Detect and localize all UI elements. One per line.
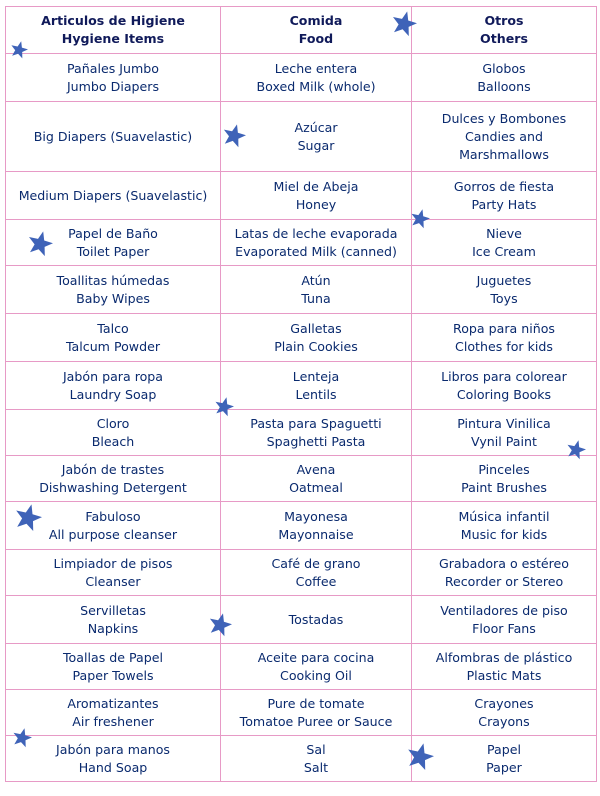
item-text: Plain Cookies: [274, 338, 358, 354]
item-text: Música infantil: [458, 508, 550, 524]
item-text: Plastic Mats: [466, 667, 542, 683]
cell-food: [221, 644, 412, 690]
item-text: Toallas de Papel: [63, 649, 163, 665]
item-text: Tuna: [301, 290, 331, 306]
item-text: Cleanser: [85, 573, 141, 589]
cell-food: [221, 456, 412, 502]
item-text: Recorder or Stereo: [444, 573, 564, 589]
item-text: All purpose cleanser: [48, 526, 178, 542]
table-header: [6, 7, 597, 54]
cell-hygiene: [6, 550, 221, 596]
item-text: Latas de leche evaporada: [234, 225, 398, 241]
cell-food: [221, 550, 412, 596]
item-text: Spaghetti Pasta: [266, 433, 366, 449]
item-text: Toilet Paper: [76, 243, 150, 259]
item-text: Pasta para Spaguetti: [250, 415, 382, 431]
item-text: Boxed Milk (whole): [256, 78, 376, 94]
cell-food: [221, 596, 412, 644]
item-text: Dulces y Bombones: [441, 110, 567, 126]
cell-others: [412, 644, 597, 690]
table-row: [6, 690, 597, 736]
item-text: Ventiladores de piso: [440, 602, 568, 618]
item-text: Nieve: [486, 225, 522, 241]
item-text: Honey: [295, 196, 337, 212]
table-row: [6, 172, 597, 220]
cell-hygiene: [6, 54, 221, 102]
item-text: Paper Towels: [72, 667, 154, 683]
cell-others: [412, 502, 597, 550]
table-row: [6, 266, 597, 314]
item-text: Candies and: [465, 128, 543, 144]
item-text: Vynil Paint: [471, 433, 537, 449]
header-hygiene-es: Articulos de Higiene: [41, 13, 185, 28]
item-text: Cooking Oil: [280, 667, 352, 683]
table-row: [6, 550, 597, 596]
item-text: Jabón para ropa: [62, 368, 164, 384]
cell-food: [221, 690, 412, 736]
item-text: Papel: [487, 741, 521, 757]
table-row: [6, 502, 597, 550]
donation-list-table: [5, 6, 597, 782]
item-text: Baby Wipes: [76, 290, 150, 306]
item-text: Limpiador de pisos: [53, 555, 173, 571]
item-text: Globos: [482, 60, 526, 76]
cell-hygiene: [6, 220, 221, 266]
cell-food: [221, 736, 412, 782]
table-row: [6, 54, 597, 102]
item-text: Toallitas húmedas: [56, 272, 170, 288]
item-text: Cloro: [96, 415, 130, 431]
item-text: Lenteja: [292, 368, 340, 384]
header-others: [412, 7, 597, 54]
item-text: Party Hats: [471, 196, 537, 212]
header-row: [6, 7, 597, 54]
cell-food: [221, 54, 412, 102]
cell-hygiene: [6, 362, 221, 410]
item-text: Pinceles: [478, 461, 530, 477]
cell-food: [221, 266, 412, 314]
item-text: Sal: [306, 741, 326, 757]
item-text: Tomatoe Puree or Sauce: [239, 713, 393, 729]
item-text: Dishwashing Detergent: [39, 479, 187, 495]
item-text: Toys: [490, 290, 518, 306]
cell-food: [221, 410, 412, 456]
item-text: Jumbo Diapers: [66, 78, 160, 94]
cell-hygiene: [6, 596, 221, 644]
cell-others: [412, 172, 597, 220]
cell-others: [412, 690, 597, 736]
cell-hygiene: [6, 314, 221, 362]
item-text: Balloons: [477, 78, 531, 94]
cell-hygiene: [6, 502, 221, 550]
cell-others: [412, 550, 597, 596]
item-text: Grabadora o estéreo: [438, 555, 570, 571]
item-text: Leche entera: [274, 60, 358, 76]
item-text: Papel de Baño: [68, 225, 158, 241]
header-food-en: Food: [298, 31, 334, 46]
table-row: [6, 456, 597, 502]
item-text: Salt: [303, 759, 329, 775]
cell-food: [221, 172, 412, 220]
item-text: Tostadas: [288, 611, 344, 627]
cell-hygiene: [6, 410, 221, 456]
item-text: Lentils: [295, 386, 337, 402]
cell-hygiene: [6, 644, 221, 690]
item-text: Pintura Vinilica: [457, 415, 551, 431]
item-text: Crayons: [478, 713, 530, 729]
cell-hygiene: [6, 690, 221, 736]
item-text: Crayones: [474, 695, 534, 711]
cell-food: [221, 502, 412, 550]
table-row: [6, 596, 597, 644]
item-text: Floor Fans: [472, 620, 536, 636]
table-row: [6, 410, 597, 456]
item-text: Servilletas: [80, 602, 146, 618]
item-text: Music for kids: [460, 526, 548, 542]
table-row: [6, 220, 597, 266]
header-food: [221, 7, 412, 54]
cell-others: [412, 362, 597, 410]
item-text: Jabón de trastes: [61, 461, 165, 477]
item-text: Atún: [301, 272, 331, 288]
table-row: [6, 362, 597, 410]
item-text: Evaporated Milk (canned): [235, 243, 397, 259]
cell-others: [412, 456, 597, 502]
item-text: Avena: [296, 461, 336, 477]
cell-food: [221, 220, 412, 266]
item-text: Paper: [486, 759, 522, 775]
item-text: Pañales Jumbo: [67, 60, 159, 76]
cell-hygiene: [6, 736, 221, 782]
table-row: [6, 102, 597, 172]
cell-food: [221, 102, 412, 172]
cell-food: [221, 314, 412, 362]
cell-others: [412, 736, 597, 782]
item-text: Big Diapers (Suavelastic): [33, 128, 193, 144]
table-body: [6, 54, 597, 782]
item-text: Air freshener: [72, 713, 154, 729]
table-row: [6, 314, 597, 362]
cell-hygiene: [6, 266, 221, 314]
header-others-en: Others: [480, 31, 528, 46]
item-text: Medium Diapers (Suavelastic): [18, 187, 208, 203]
item-text: Sugar: [297, 137, 335, 153]
item-text: Oatmeal: [289, 479, 343, 495]
item-text: Fabuloso: [85, 508, 141, 524]
item-text: Libros para colorear: [441, 368, 567, 384]
item-text: Bleach: [91, 433, 135, 449]
item-text: Ropa para niños: [453, 320, 555, 336]
item-text: Clothes for kids: [455, 338, 553, 354]
item-text: Hand Soap: [78, 759, 148, 775]
cell-hygiene: [6, 102, 221, 172]
item-text: Pure de tomate: [267, 695, 365, 711]
item-text: Talcum Powder: [65, 338, 161, 354]
table-row: [6, 736, 597, 782]
item-text: Aromatizantes: [67, 695, 159, 711]
item-text: Miel de Abeja: [273, 178, 359, 194]
item-text: Paint Brushes: [461, 479, 547, 495]
item-text: Marshmallows: [459, 146, 549, 162]
cell-others: [412, 314, 597, 362]
table-row: [6, 644, 597, 690]
item-text: Alfombras de plástico: [435, 649, 573, 665]
cell-others: [412, 266, 597, 314]
item-text: Coloring Books: [456, 386, 552, 402]
header-hygiene: [6, 7, 221, 54]
cell-others: [412, 410, 597, 456]
cell-others: [412, 220, 597, 266]
item-text: Mayonnaise: [278, 526, 354, 542]
cell-others: [412, 102, 597, 172]
cell-hygiene: [6, 172, 221, 220]
header-food-es: Comida: [289, 13, 343, 28]
header-hygiene-en: Hygiene Items: [61, 31, 165, 46]
item-text: Jabón para manos: [56, 741, 170, 757]
cell-others: [412, 54, 597, 102]
item-text: Gorros de fiesta: [453, 178, 555, 194]
item-text: Ice Cream: [472, 243, 536, 259]
item-text: Napkins: [87, 620, 139, 636]
item-text: Juguetes: [476, 272, 532, 288]
item-text: Galletas: [290, 320, 342, 336]
header-others-es: Otros: [484, 13, 524, 28]
item-text: Coffee: [295, 573, 337, 589]
item-text: Azúcar: [294, 119, 338, 135]
item-text: Talco: [97, 320, 129, 336]
item-text: Café de grano: [271, 555, 361, 571]
item-text: Aceite para cocina: [257, 649, 375, 665]
cell-others: [412, 596, 597, 644]
cell-hygiene: [6, 456, 221, 502]
item-text: Mayonesa: [284, 508, 348, 524]
item-text: Laundry Soap: [69, 386, 157, 402]
cell-food: [221, 362, 412, 410]
